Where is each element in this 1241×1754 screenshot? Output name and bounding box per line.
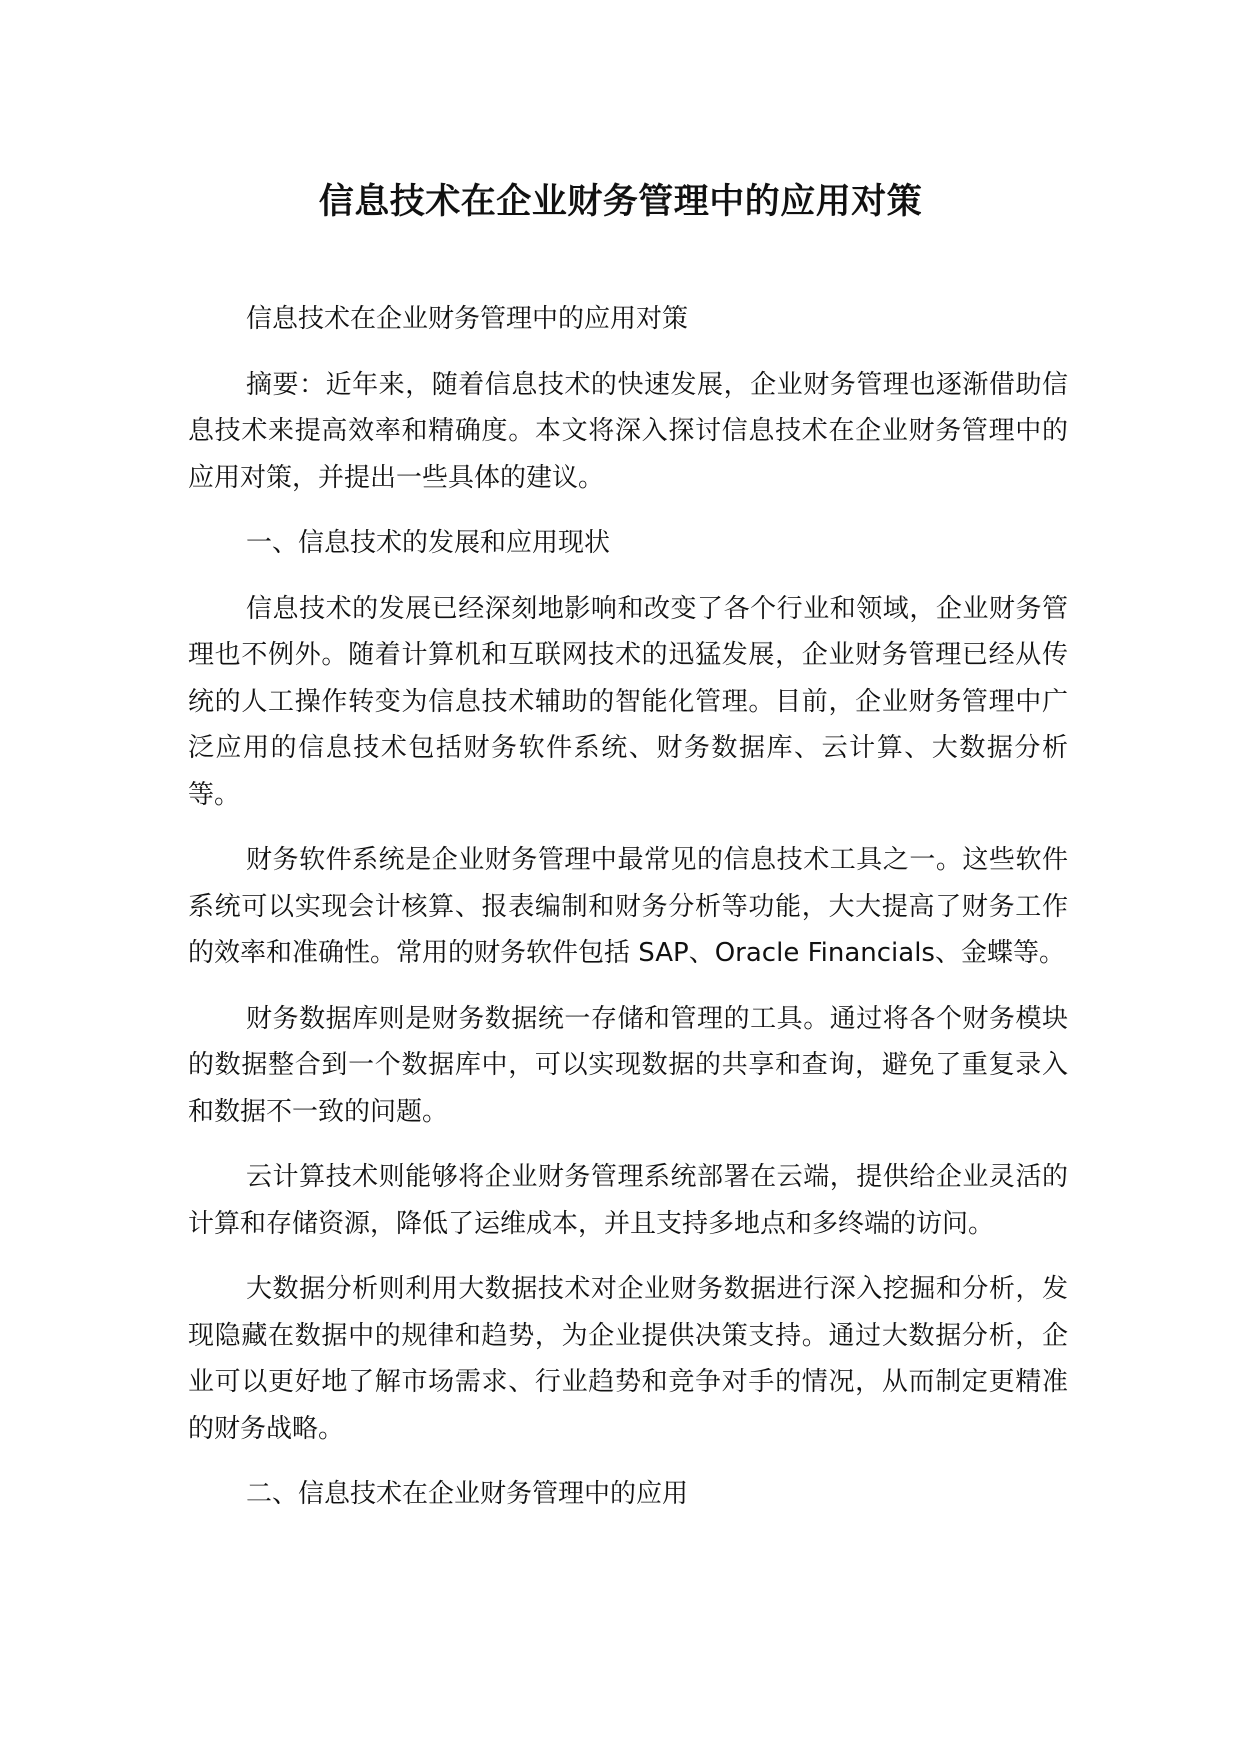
document-body bbox=[188, 296, 1068, 1537]
body-paragraph: 财务软件系统是企业财务管理中最常见的信息技术工具之一。这些软件系统可以实现会计核算、报表编制和财务分析等功能，大大提高了财务工作的效率和准确性。常用的财务软件包括 SAP、Oracle Financials、金蝶等。 bbox=[188, 845, 1068, 968]
section-heading-2: 二、信息技术在企业财务管理中的应用 bbox=[246, 1479, 689, 1509]
document-title: 信息技术在企业财务管理中的应用对策 bbox=[318, 182, 923, 222]
abstract-paragraph: 摘要：近年来，随着信息技术的快速发展，企业财务管理也逐渐借助信息技术来提高效率和精确度。本文将深入探讨信息技术在企业财务管理中的应用对策，并提出一些具体的建议。 bbox=[188, 369, 1068, 493]
subtitle-paragraph: 信息技术在企业财务管理中的应用对策 bbox=[246, 304, 689, 334]
body-paragraph: 大数据分析则利用大数据技术对企业财务数据进行深入挖掘和分析，发现隐藏在数据中的规律和趋势，为企业提供决策支持。通过大数据分析，企业可以更好地了解市场需求、行业趋势和竞争对手的情况，从而制定更精准的财务战略。 bbox=[188, 1274, 1068, 1444]
section-heading-1: 一、信息技术的发展和应用现状 bbox=[246, 528, 611, 558]
body-paragraph: 财务数据库则是财务数据统一存储和管理的工具。通过将各个财务模块的数据整合到一个数据库中，可以实现数据的共享和查询，避免了重复录入和数据不一致的问题。 bbox=[188, 1003, 1068, 1127]
body-paragraph: 云计算技术则能够将企业财务管理系统部署在云端，提供给企业灵活的计算和存储资源，降低了运维成本，并且支持多地点和多终端的访问。 bbox=[188, 1162, 1068, 1239]
body-paragraph: 信息技术的发展已经深刻地影响和改变了各个行业和领域，企业财务管理也不例外。随着计算机和互联网技术的迅猛发展，企业财务管理已经从传统的人工操作转变为信息技术辅助的智能化管理。目前，企业财务管理中广泛应用的信息技术包括财务软件系统、财务数据库、云计算、大数据分析等。 bbox=[188, 593, 1068, 810]
